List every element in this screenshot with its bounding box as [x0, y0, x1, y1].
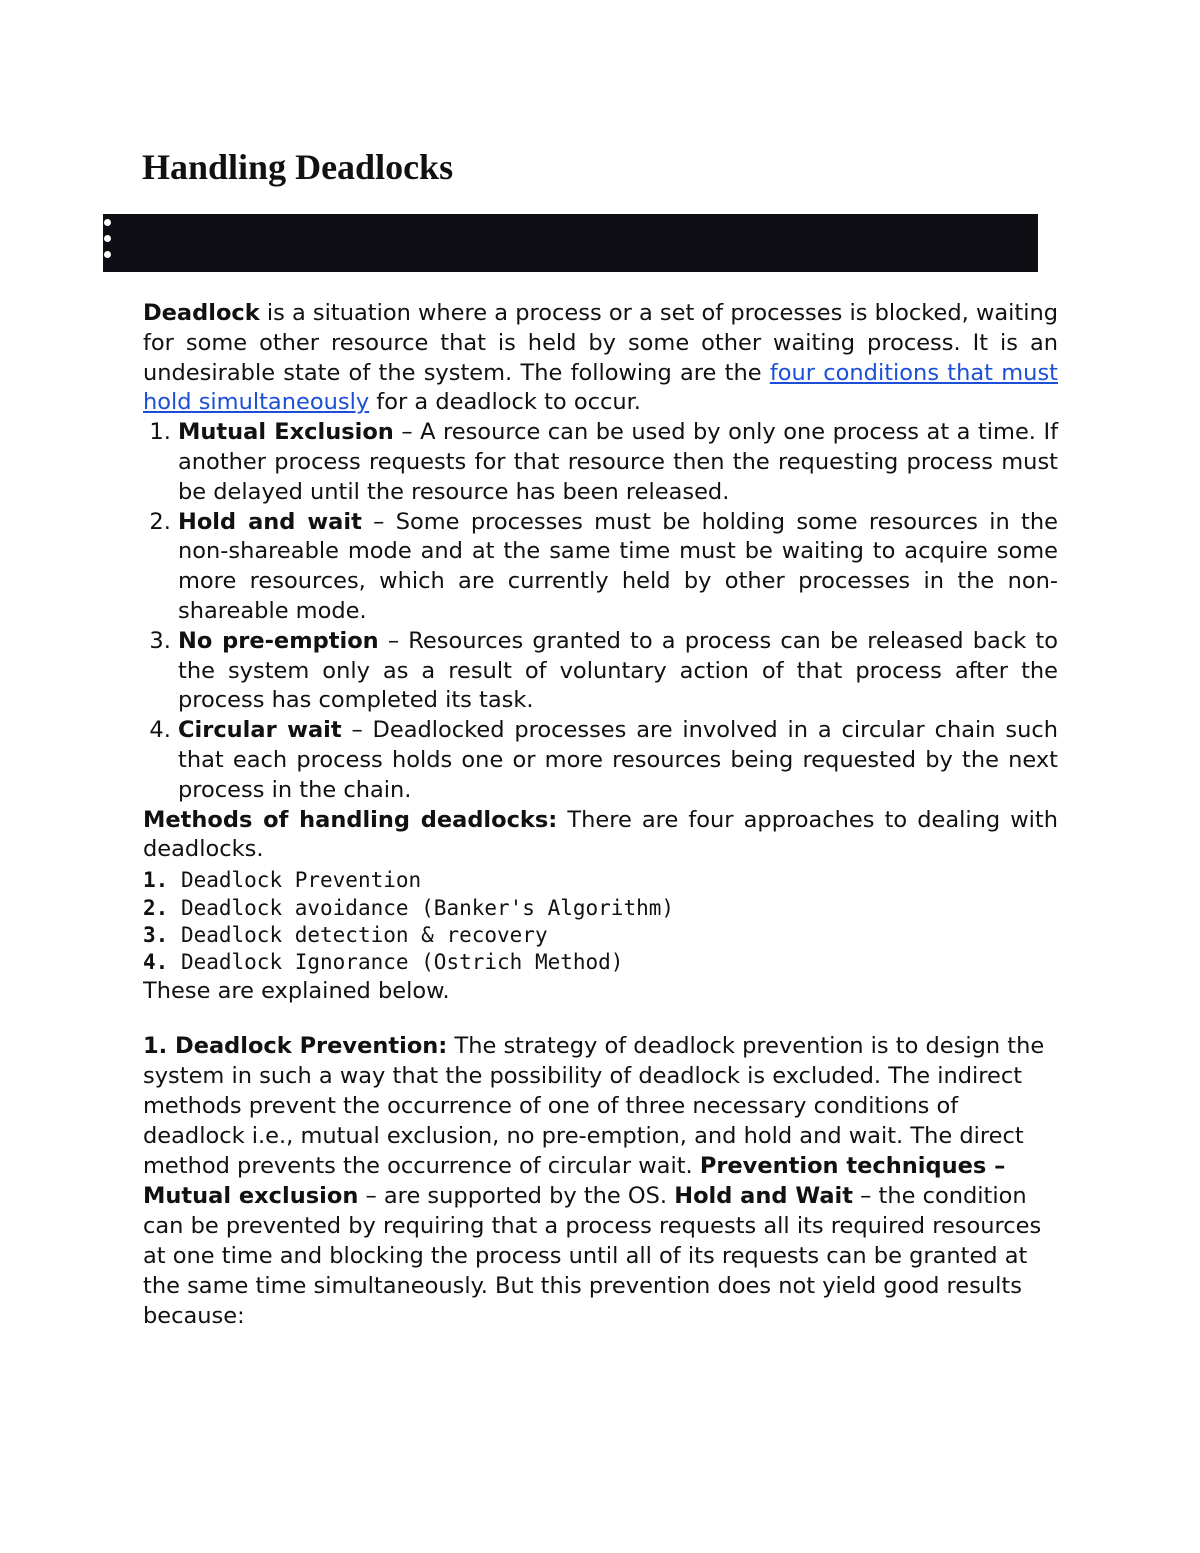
intro-text-end: for a deadlock to occur.: [369, 389, 641, 416]
page-title: Handling Deadlocks: [142, 147, 454, 187]
intro-term: Deadlock: [143, 300, 260, 326]
method-number: 4.: [143, 950, 169, 975]
condition-term: Mutual Exclusion: [178, 419, 394, 446]
method-number: 3.: [143, 922, 169, 947]
condition-text: – Some processes must be holding some resources in the non-shareable mode and at the same time must be waiting to acquire some more resources, which are currently held by other processes in the non-shareable mode.: [178, 508, 1058, 624]
methods-closing: These are explained below.: [143, 977, 450, 1004]
methods-list: [143, 867, 1058, 977]
method-label: Deadlock Prevention: [168, 868, 422, 893]
intro-text: is a situation where a process or a set of processes is blocked, waiting for some other resource that is held by some other waiting process. It is an undesirable state of the system. The following are the: [143, 300, 1059, 386]
conditions-list: [143, 418, 1058, 805]
condition-item: [178, 716, 1058, 805]
method-number: 1.: [143, 868, 169, 893]
method-item: [143, 949, 1058, 976]
condition-text: – A resource can be used by only one process at a time. If another process requests for that resource then the requesting process must be delayed until the resource has been released.: [178, 419, 1059, 505]
method-item: [143, 895, 1058, 922]
document-body: [143, 299, 1058, 1331]
prevention-term: 1. Deadlock Prevention:: [143, 1032, 448, 1059]
intro-paragraph: [143, 299, 1058, 418]
condition-item: [178, 508, 1058, 627]
method-number: 2.: [143, 895, 169, 920]
method-label: Deadlock detection & recovery: [168, 922, 548, 947]
bullet-dot: [104, 251, 111, 258]
prevention-text: The strategy of deadlock prevention is to design the system in such a way that the possibility of deadlock is excluded. The indirect methods prevent the occurrence of one of three necessary conditions of deadlock i.e., mutual exclusion, no pre-emption, and hold and wait. The direct method prevents the occurrence of circular wait.: [143, 1032, 1045, 1179]
prevention-text-2: – are supported by the OS.: [358, 1182, 675, 1209]
redaction-bar: [103, 214, 1038, 272]
prevention-paragraph: [143, 1031, 1053, 1331]
method-label: Deadlock Ignorance (Ostrich Method): [168, 950, 624, 975]
hold-and-wait-term: Hold and Wait: [674, 1182, 853, 1209]
condition-item: [178, 418, 1058, 507]
condition-term: No pre-emption: [178, 627, 379, 654]
methods-paragraph: [143, 806, 1058, 866]
prevention-text-3: – the condition can be prevented by requiring that a process requests all its required resources at one time and blocking the process until all of its requests can be granted at the same time simultaneously. But this prevention does not yield good results because:: [143, 1182, 1042, 1329]
condition-term: Circular wait: [178, 717, 342, 744]
methods-text: There are four approaches to dealing with deadlocks.: [143, 806, 1058, 863]
bullet-dots: [103, 216, 113, 268]
method-label: Deadlock avoidance (Banker's Algorithm): [168, 895, 675, 920]
condition-term: Hold and wait: [178, 508, 362, 535]
method-item: [143, 867, 1058, 894]
condition-item: [178, 627, 1058, 716]
bullet-dot: [104, 219, 111, 226]
condition-text: – Resources granted to a process can be released back to the system only as a result of voluntary action of that process after the process has completed its task.: [178, 627, 1058, 714]
bullet-dot: [104, 235, 111, 242]
condition-text: – Deadlocked processes are involved in a circular chain such that each process holds one or more resources being requested by the next process in the chain.: [178, 717, 1058, 803]
conditions-link[interactable]: four conditions that must hold simultaneously: [143, 359, 1058, 416]
method-item: [143, 922, 1058, 949]
prevention-techniques-term: Prevention techniques – Mutual exclusion: [143, 1152, 1006, 1209]
methods-term: Methods of handling deadlocks:: [143, 806, 558, 833]
